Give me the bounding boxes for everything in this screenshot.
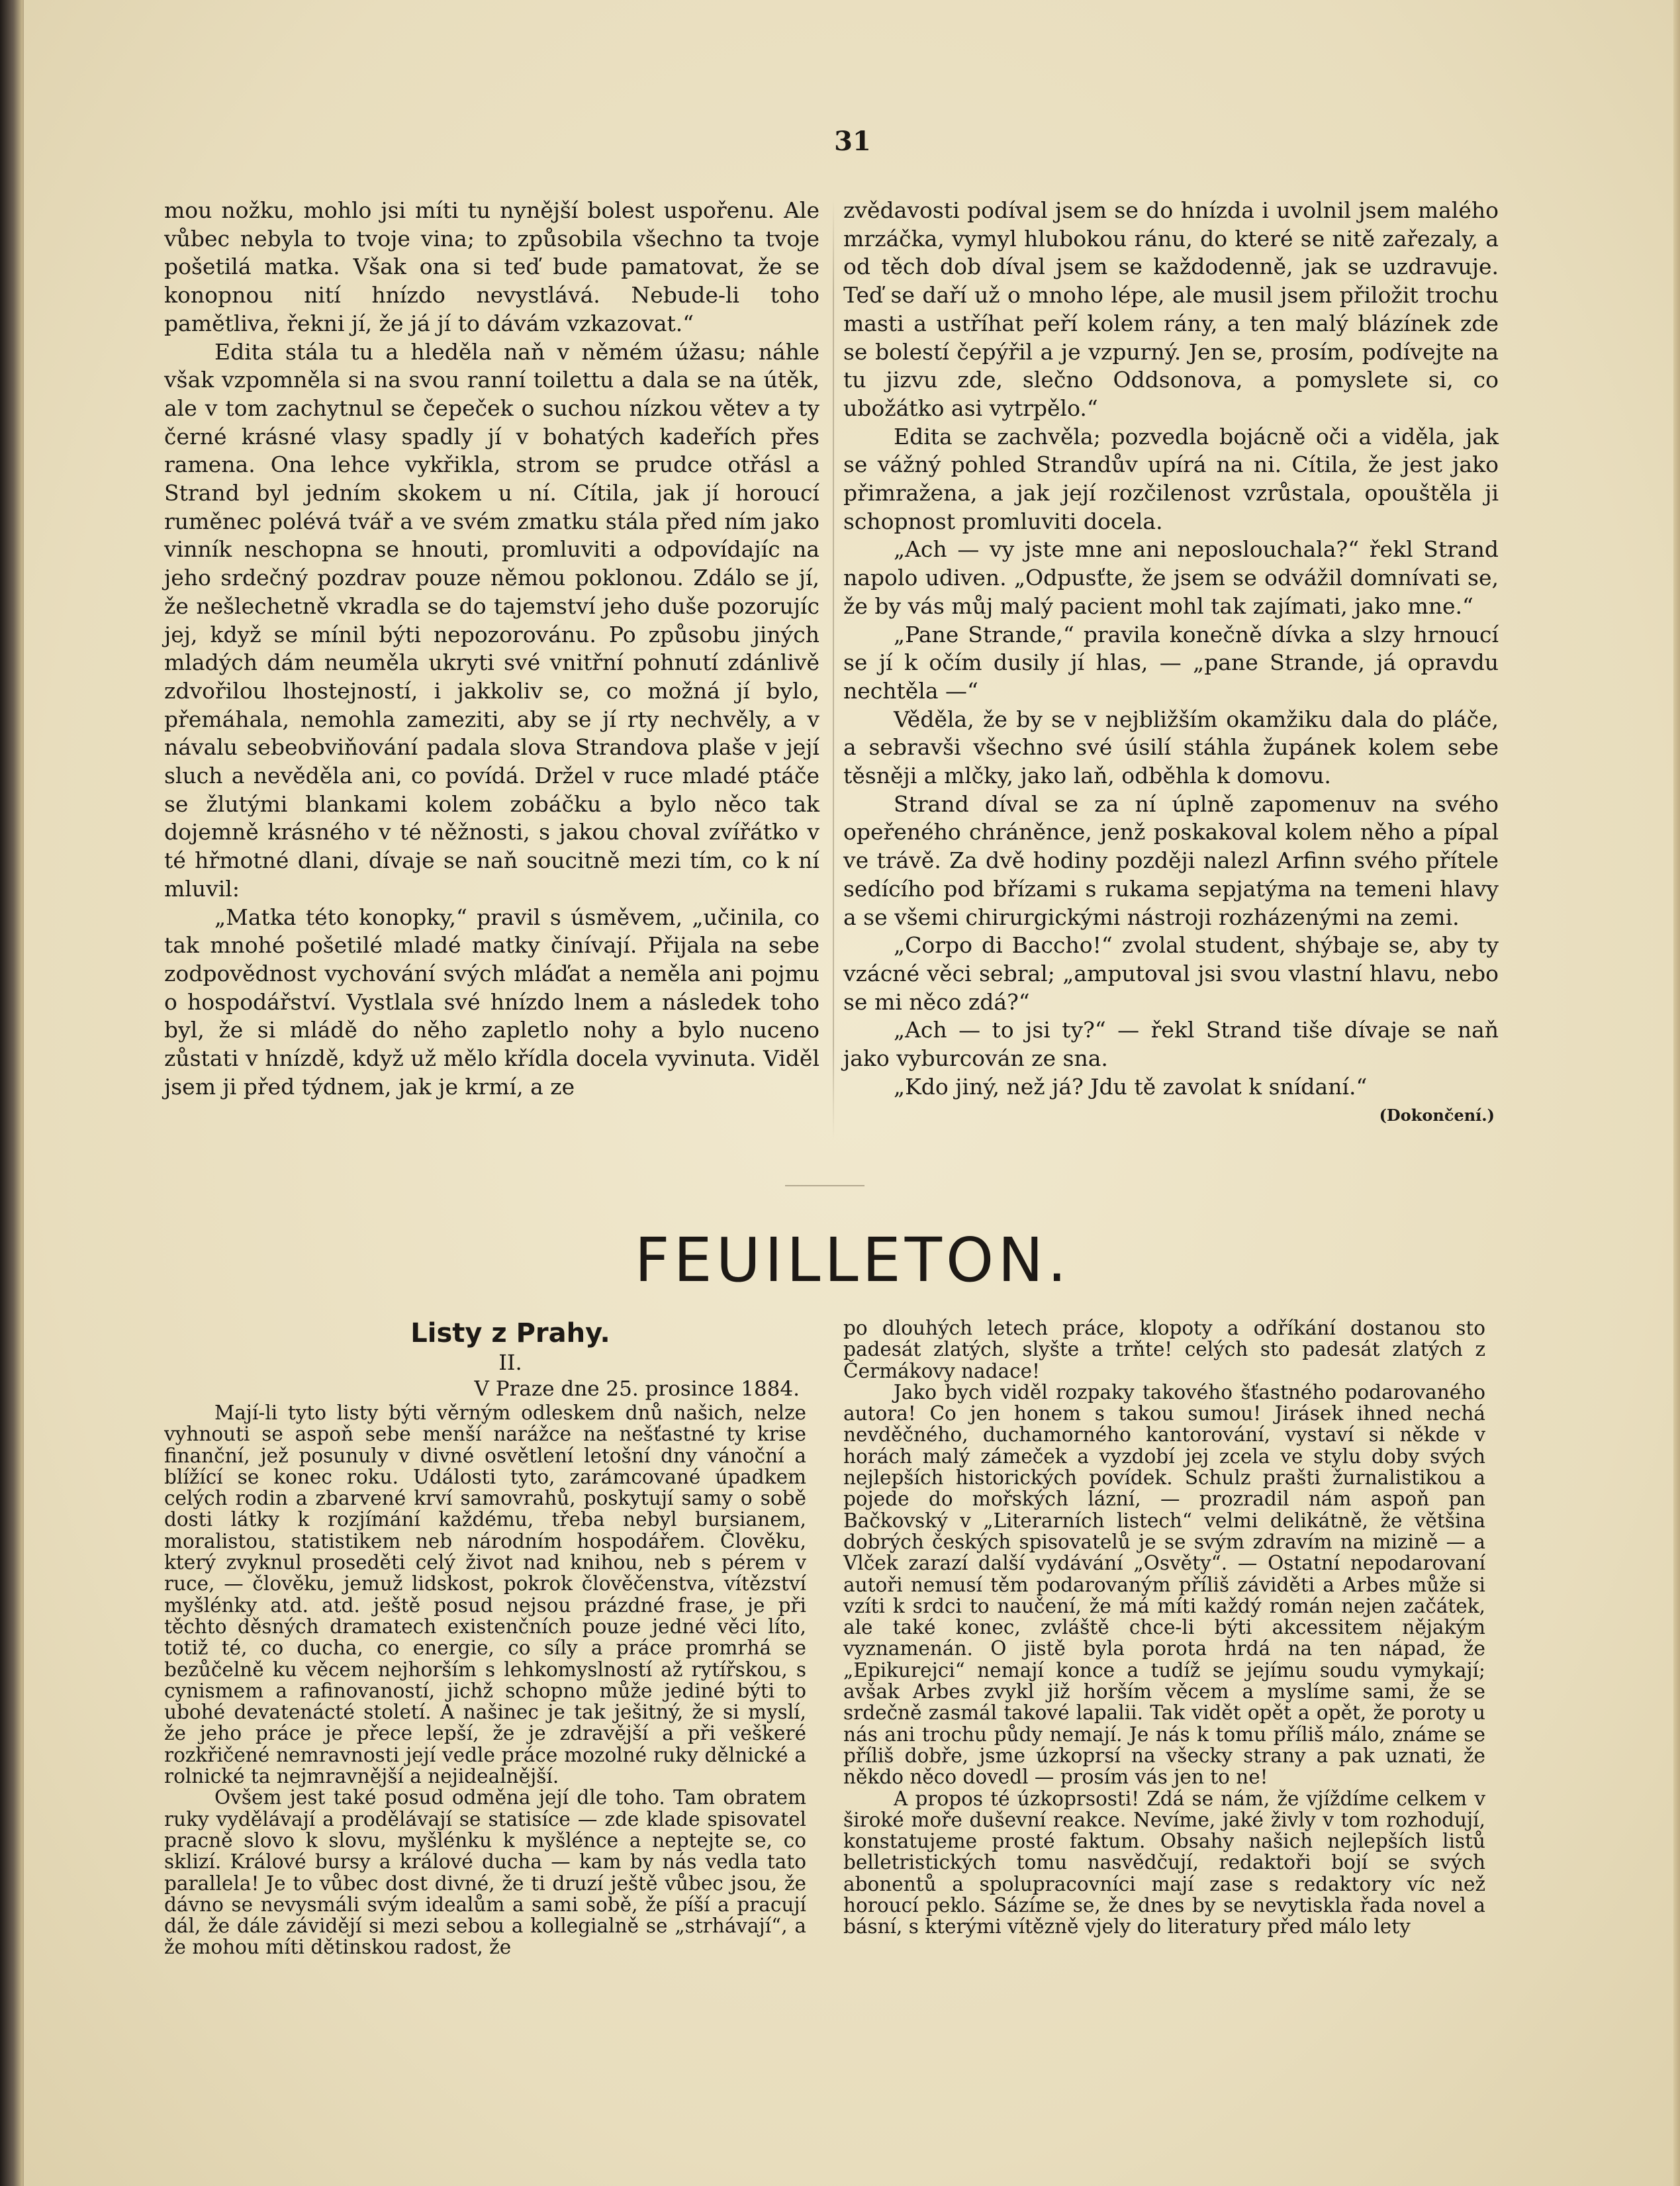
story-paragraph: mou nožku, mohlo jsi míti tu nynější bolest uspořenu. Ale vůbec nebyla to tvoje vina; to způsobila všechno ta tvoje pošetilá matka. Však ona si teď bude pamatovat, že se konopnou nití hnízdo nevystlává. Nebude-li toho pamětliva, řekni jí, že já jí to dávám vzkazovat.“ <box>164 197 819 336</box>
story-left-column <box>164 197 819 1102</box>
story-paragraph: „Pane Strande,“ pravila konečně dívka a slzy hrnoucí se jí k očím dusily jí hlas, — „pane Strande, já opravdu nechtěla —“ <box>843 621 1499 704</box>
article-paragraph: A propos té úzkoprsosti! Zdá se nám, že vjíždíme celkem v široké moře duševní reakce. Nevíme, jaké živly v tom rozhodují, konstatujeme prosté faktum. Obsahy našich nejlepších listů belletristických tomu nasvědčují, redaktoři bojí se svých abonentů a spolupracovníci mají zase s redaktory víc než horoucí peklo. Sázíme se, že dnes by se nevytiskla řada novel a básní, s kterými vítězně vjely do literatury před málo lety <box>843 1787 1485 1938</box>
article-paragraph: Ovšem jest také posud odměna její dle toho. Tam obratem ruky vydělávají a prodělávají se statisíce — zde klade spisovatel pracně slovo k slovu, myšlénku k myšlénce a neptejte se, co sklizí. Králové bursy a králové ducha — kam by nás vedla tato parallela! Je to vůbec dost divné, že ti druzí ještě vůbec jsou, že dávno se nevysmáli svým idealům a sami sobě, že píší a pracují dál, že dále závidějí si mezi sebou a kollegialně se „strhávají“, a že mohou míti dětinskou radost, že <box>164 1786 806 1959</box>
scanned-page <box>23 0 1680 2186</box>
article-dateline: V Praze dne 25. prosince 1884. <box>474 1377 800 1401</box>
story-paragraph: „Corpo di Bacchо!“ zvolal student, shýbaje se, aby ty vzácné věci sebral; „amputoval jsi svou vlastní hlavu, nebo se mi něco zdá?“ <box>843 932 1499 1015</box>
story-paragraph: „Ach — vy jste mne ani neposlouchala?“ řekl Strand napolo udiven. „Odpusťte, že jsem se odvážil domnívati se, že by vás můj malý pacient mohl tak zajímati, jako mne.“ <box>843 536 1499 619</box>
article-paragraph: Jako bych viděl rozpaky takového šťastného podarovaného autora! Co jen honem s takou sumou! Jirásek ihned nechá nevděčného, duchamorného kantorování, vystaví si někde v horách malý zámeček a vyzdobí jej zcela ve stylu doby svých nejlepších historických povídek. Schulz prašti žurnalistikou a pojede do mořských lázní, — prozradil nám aspoň pan Bačkovský v „Literarních listech“ velmi delikátně, že většina dobrých českých spisovatelů je se svým zdravím na mizině — a Vlček zarazí další vydávání „Osvěty“. — Ostatní nepodarovaní autoři nemusí těm podarovaným příliš záviděti a Arbes může si vzíti k srdci to naučení, že má míti každý román nejen začátek, ale také konec, zvláště chce-li býti akcessitem nějakým vyznamenán. O jistě byla porota hrdá na ten nápad, že „Epikurejci“ nemají konce a tudíž se jejímu soudu vymykají; avšak Arbes zvykl již horším věcem a myslíme sami, že se srdečně zasmál takové lapalii. Tak vidět opět a opět, že poroty u nás ani trochu půdy nemají. Je nás k tomu příliš málo, známe se příliš dobře, jsme úzkoprsí na všecky strany a pak uznati, že někdo něco dovedl — prosím vás jen to ne! <box>843 1380 1485 1789</box>
article-left-column <box>164 1317 806 1958</box>
story-paragraph: „Matka této konopky,“ pravil s úsměvem, „učinila, co tak mnohé pošetilé mladé matky činívají. Přijala na sebe zodpovědnost vychování svých mláďat a neměla ani pojmu o hospodářství. Vystlala své hnízdo lnem a následek toho byl, že si mládě do něho zapletlo nohy a bylo nuceno zůstati v hnízdě, když už mělo křídla docela vyvinuta. Viděl jsem ji před týdnem, jak je krmí, a ze <box>164 904 819 1100</box>
article-title: Listy z Prahy. <box>410 1318 610 1349</box>
story-paragraph: Edita se zachvěla; pozvedla bojácně oči a viděla, jak se vážný pohled Strandův upírá na ni. Cítila, že jest jako přimražena, a jak její rozčilenost vzrůstala, opouštěla ji schopnost promluviti docela. <box>843 423 1499 534</box>
section-heading: FEUILLETON. <box>634 1225 1071 1296</box>
column-divider <box>833 199 834 1139</box>
article-paragraph: po dlouhých letech práce, klopoty a odříkání dostanou sto padesát zlatých, slyšte a trňte! celých sto padesát zlatých z Čermákovy nadace! <box>843 1317 1485 1382</box>
continued-note: (Dokončení.) <box>1379 1105 1495 1125</box>
article-part: II. <box>498 1350 522 1375</box>
article-right-column <box>843 1317 1485 1938</box>
page-edge <box>1673 0 1680 2186</box>
story-paragraph: „Ach — to jsi ty?“ — řekl Strand tiše dívaje se naň jako vyburcován ze sna. <box>843 1017 1499 1072</box>
story-right-column <box>843 197 1499 1129</box>
article-paragraph: Mají-li tyto listy býti věrným odleskem dnů našich, nelze vyhnouti se aspoň sebe menší narážce na nešťastné ty krise finanční, jež posunuly v divné osvětlení letošní dny vánoční a blížící se konec roku. Události tyto, zarámcované úpadkem celých rodin a zbarvené krví samovrahů, poskytují samy o sobě dosti látky k rozjímání každému, třeba nebyl bursianem, moralistou, statistikem neb národním hospodářem. Člověku, který zvyknul proseděti celý život nad knihou, neb s pérem v ruce, — člověku, jemuž lidskost, pokrok člověčenstva, vítězství myšlénky atd. atd. ještě posud nejsou prázdné frase, je při těchto děsných dramatech existenčních pouze jedné věci líto, totiž té, co ducha, co energie, co síly a práce promrhá se bezůčelně ku věcem nejhorším s lehkomyslností až rytířskou, s cynismem a rafinovaností, jichž schopno může jediné býti to ubohé devatenácté století. A našinec je tak ješitný, že si myslí, že jeho práce je přece lepší, že je zdravější a při veškeré rozkřičené nemravnosti její vedle práce mozolné ruky dělnické a rolnické ta nejmravnější a nejidealnější. <box>164 1402 806 1788</box>
page-number: 31 <box>834 126 871 157</box>
book-gutter <box>0 0 23 2186</box>
story-paragraph: Strand díval se za ní úplně zapomenuv na svého opeřeného chráněnce, jenž poskakoval kolem něho a pípal ve trávě. Za dvě hodiny později nalezl Arfinn svého přítele sedícího pod břízami s rukama sepjatýma na temeni hlavy a se všemi chirurgickými nástroji rozházenými na zemi. <box>843 790 1499 930</box>
story-paragraph: Věděla, že by se v nejbližším okamžiku dala do pláče, a sebravši všechno své úsilí stáhla župánek kolem sebe těsněji a mlčky, jako laň, odběhla k domovu. <box>843 706 1499 789</box>
story-paragraph: „Kdo jiný, než já? Jdu tě zavolat k snídaní.“ <box>894 1073 1368 1100</box>
section-rule <box>785 1185 864 1186</box>
story-paragraph: Edita stála tu a hleděla naň v němém úžasu; náhle však vzpomněla si na svou ranní toilettu a dala se na útěk, ale v tom zachytnul se čepeček o suchou nízkou větev a ty černé krásné vlasy spadly jí v bohatých kadeřích přes ramena. Ona lehce vykřikla, strom se prudce otřásl a Strand byl jedním skokem u ní. Cítila, jak jí horoucí ruměnec polévá tvář a ve svém zmatku stála před ním jako vinník neschopna se hnouti, promluviti a odpovídajíc na jeho srdečný pozdrav pouze němou poklonou. Zdálo se jí, že nešlechetně vkradla se do tajemství jeho duše pozorujíc jej, když se mínil býti nepozorovánu. Po způsobu jiných mladých dám neuměla ukryti své vnitřní pohnutí zdánlivě zdvořilou lhostejností, i jakkoliv se, co možná jí bylo, přemáhala, nemohla zameziti, aby se jí rty nechvěly, a v návalu sebeobviňování padala slova Strandova plaše v její sluch a nevěděla ani, co povídá. Držel v ruce mladé ptáče se žlutými blankami kolem zobáčku a bylo něco tak dojemně krásného v té něžnosti, s jakou choval zvířátko v té hřmotné dlani, dívaje se naň soucitně mezi tím, co k ní mluvil: <box>164 338 819 902</box>
story-paragraph: zvědavosti podíval jsem se do hnízda i uvolnil jsem malého mrzáčka, vymyl hlubokou ránu, do které se nitě zařezaly, a od těch dob díval jsem se každodenně, jak se uzdravuje. Teď se daří už o mnoho lépe, ale musil jsem přiložit trochu masti a ustříhat peří kolem rány, a ten malý blázínek zde se bolestí čepýřil a je vzpurný. Jen se, prosím, podívejte na tu jizvu zde, slečno Oddsonova, a pomyslete si, co ubožátko asi vytrpělo.“ <box>843 197 1499 421</box>
